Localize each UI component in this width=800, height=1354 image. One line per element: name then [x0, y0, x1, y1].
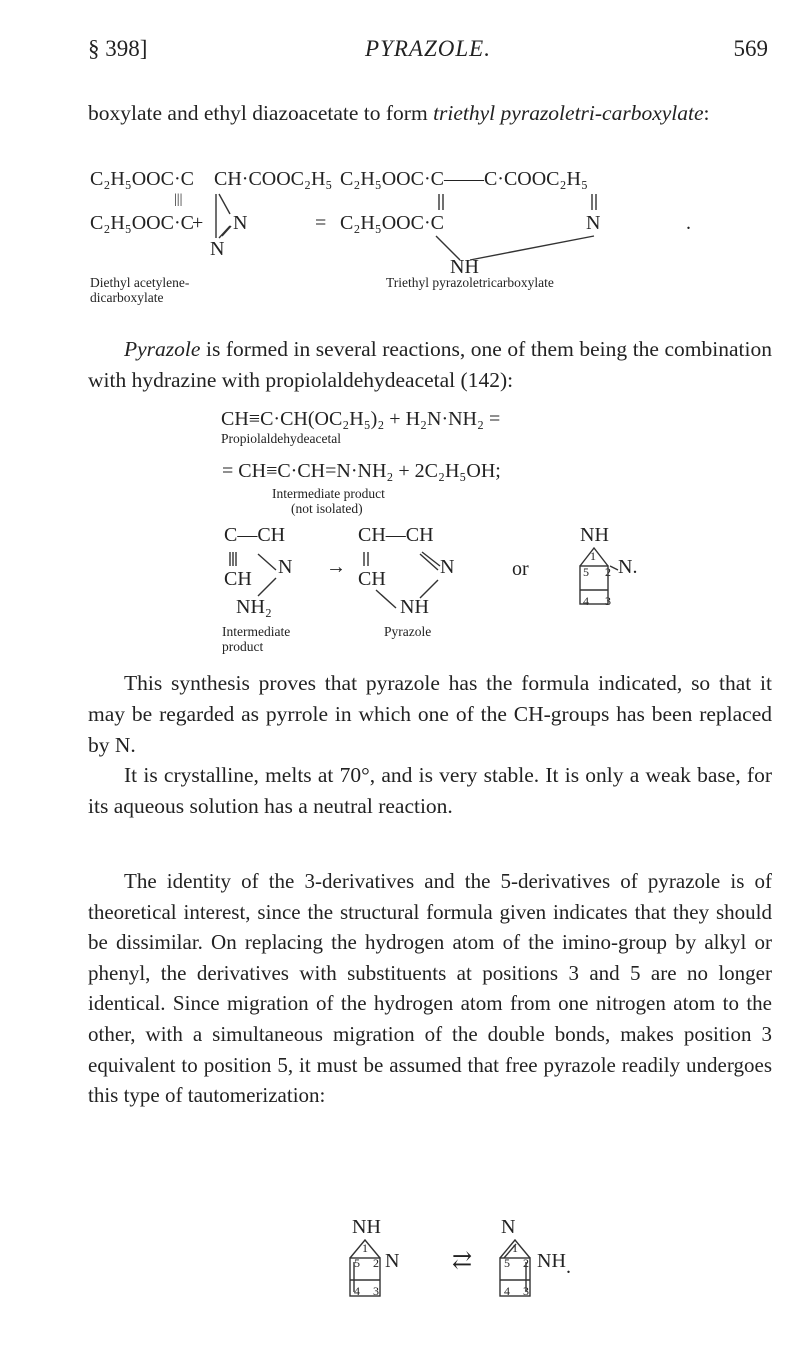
paragraph-2-text: is formed in several reactions, one of them being the combination with hydrazine with propiolaldehydeacetal (142):: [88, 337, 772, 392]
eq1-plus: +: [192, 212, 204, 234]
paragraph-4-text: It is crystalline, melts at 70°, and is very stable. It is only a weak base, for its aqueous solution has a neutral reaction.: [88, 763, 772, 818]
eq1-r2-n-right: N: [233, 212, 248, 234]
paragraph-3-text: This synthesis proves that pyrazole has the formula indicated, so that it may be regarded as pyrrole in which one of the CH-groups has been replaced by N.: [88, 671, 772, 757]
eq4-left-pos-1: 1: [362, 1241, 368, 1255]
page-number: 569: [733, 36, 768, 61]
eq1-r1-bottom: C₂H₅OOC·C: [90, 212, 194, 234]
eq4-left-pos-2: 2: [373, 1256, 379, 1270]
eq2-line-2: = CH≡C·CH=N·NH₂ + 2C₂H₅OH;: [222, 460, 501, 482]
eq3-c-n: N.: [618, 556, 638, 578]
eq1-r1-triple: |||: [174, 192, 183, 207]
eq4-left-n: N: [385, 1250, 400, 1272]
eq1-caption-right: Triethyl pyrazoletricarboxylate: [386, 275, 554, 290]
eq3-caption-a-2: product: [222, 639, 264, 654]
eq1-r2-top: CH·COOC₂H₅: [214, 168, 333, 190]
ring-pos-5: 5: [583, 565, 589, 579]
ring-pos-2: 2: [605, 565, 611, 579]
intro-text: boxylate and ethyl diazoacetate to form: [88, 101, 434, 125]
ring-pos-1: 1: [590, 549, 596, 563]
running-title: PYRAZOLE.: [365, 36, 491, 61]
eq1-product-bottom: C₂H₅OOC·C: [340, 212, 444, 234]
eq3-b-ch: CH: [358, 568, 386, 590]
eq4-right-n: N: [501, 1216, 516, 1238]
eq4-right-pos-2: 2: [523, 1256, 529, 1270]
eq3-arrow: →: [326, 556, 346, 578]
section-number: § 398]: [88, 36, 148, 61]
eq4-right-nh: NH: [537, 1250, 566, 1272]
eq4-left-pos-3: 3: [373, 1284, 379, 1298]
eq2-caption-2b: (not isolated): [291, 501, 363, 516]
eq1-dot: .: [686, 212, 691, 234]
eq3-caption-b: Pyrazole: [384, 624, 432, 639]
eq1-equals: =: [315, 212, 327, 234]
eq1-caption-left-2: dicarboxylate: [90, 290, 164, 305]
eq1-product-nh: NH: [450, 256, 479, 278]
eq1-caption-left-1: Diethyl acetylene-: [90, 275, 190, 290]
eq4-right-pos-4: 4: [504, 1284, 510, 1298]
eq4-right-pos-1: 1: [512, 1241, 518, 1255]
eq3-a-nh2: NH₂: [236, 596, 272, 618]
eq4-dot: .: [566, 1256, 571, 1278]
eq1-r2-n-bottom: N: [210, 238, 225, 260]
eq3-or: or: [512, 558, 529, 580]
intro-emphasis: triethyl pyrazoletri-carboxylate: [433, 101, 704, 125]
eq3-b-n: N: [440, 556, 455, 578]
eq1-product-top: C₂H₅OOC·C——C·COOC₂H₅: [340, 168, 588, 190]
eq2-caption-2a: Intermediate product: [272, 486, 385, 501]
eq3-caption-a-1: Intermediate: [222, 624, 291, 639]
eq3-a-top: C—CH: [224, 524, 286, 546]
eq3-b-nh: NH: [400, 596, 429, 618]
eq4-right-pos-5: 5: [504, 1256, 510, 1270]
eq3-a-n: N: [278, 556, 293, 578]
eq4-arrows: ⇄: [452, 1248, 473, 1274]
eq3-b-top: CH—CH: [358, 524, 434, 546]
ring-pos-3: 3: [605, 594, 611, 608]
eq4-right-pos-3: 3: [523, 1284, 529, 1298]
eq4-left-pos-5: 5: [354, 1256, 360, 1270]
paragraph-5-text: The identity of the 3-derivatives and the 5-derivatives of pyrazole is of theoretical interest, since the structural formula given indicates that they should be dissimilar. On replacing the hydrogen atom of the imino-group by alkyl or phenyl, the derivatives with substituents at positions 3 and 5 are no longer identical. Since migration of the hydrogen atom from one nitrogen atom to the other, with a simultaneous migration of the double bonds, makes position 3 equivalent to position 5, it must be assumed that free pyrazole readily undergoes this type of tautomerization:: [88, 869, 772, 1108]
eq3-c-nh: NH: [580, 524, 609, 546]
eq4-left-nh: NH: [352, 1216, 381, 1238]
eq1-r1-top: C₂H₅OOC·C: [90, 168, 194, 190]
ring-pos-4: 4: [583, 594, 589, 608]
pyrazole-emphasis: Pyrazole: [124, 337, 201, 361]
eq3-a-ch: CH: [224, 568, 252, 590]
eq2-line-1: CH≡C·CH(OC₂H₅)₂ + H₂N·NH₂ =: [221, 408, 501, 430]
eq4-left-pos-4: 4: [354, 1284, 360, 1298]
eq2-caption-1: Propiolaldehydeacetal: [221, 431, 341, 446]
intro-end: :: [703, 101, 710, 125]
eq1-product-n: N: [586, 212, 601, 234]
